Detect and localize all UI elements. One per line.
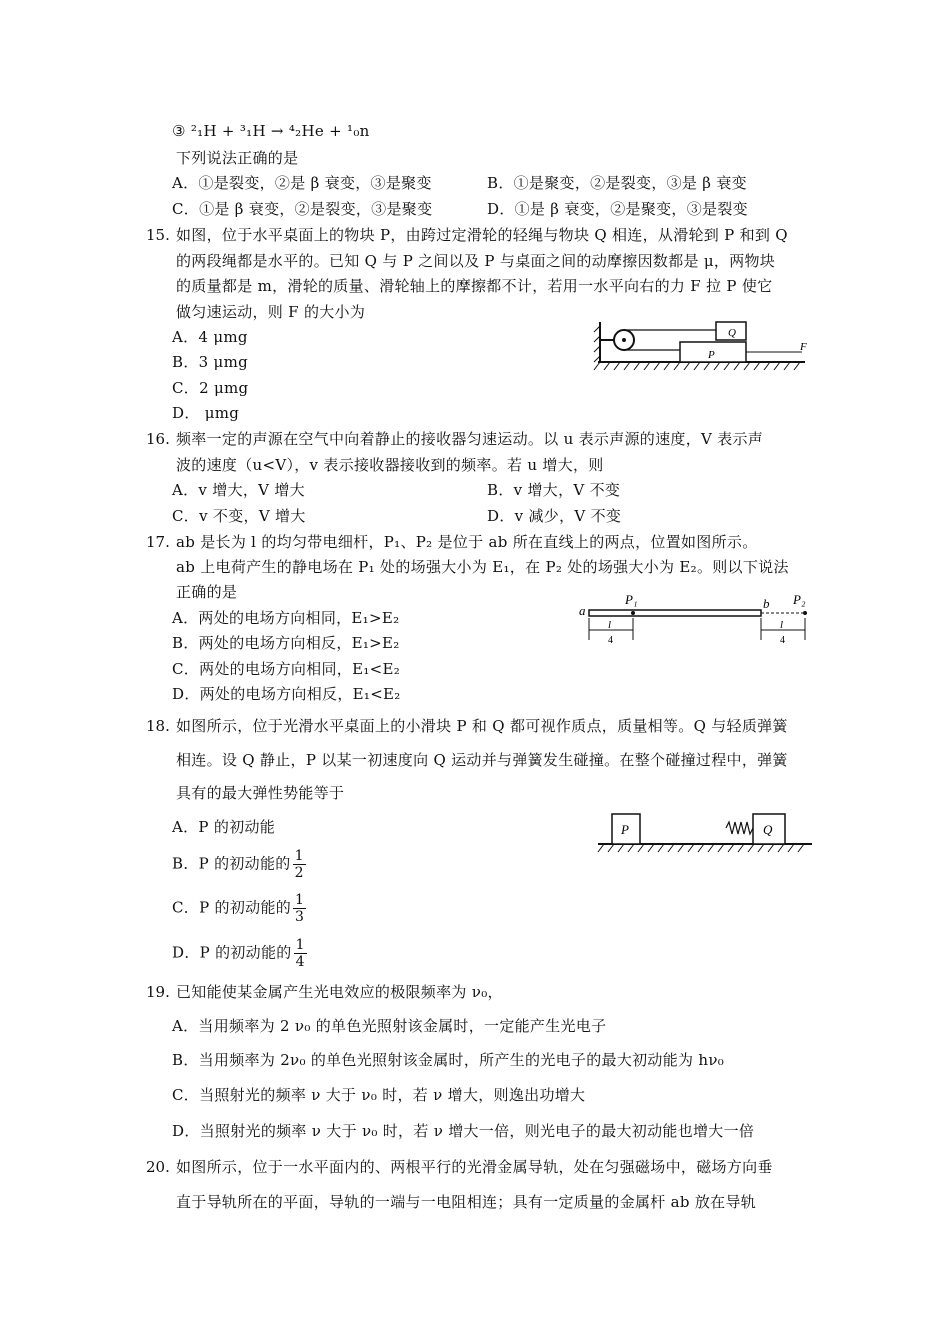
q18-spring-figure (596, 808, 814, 858)
q19-option-c: C．当照射光的频率 ν 大于 ν₀ 时，若 ν 增大，则逸出功增大 (172, 1086, 586, 1104)
q15-pulley-figure (590, 318, 815, 376)
q16-option-c: C．v 不变，V 增大 (172, 507, 306, 525)
q15-option-b: B．3 μmg (172, 353, 249, 371)
q18-line-2: 相连。设 Q 静止，P 以某一初速度向 Q 运动并与弹簧发生碰撞。在整个碰撞过程中，弹簧 (176, 751, 788, 769)
q17-dim-l-right: l (780, 619, 784, 631)
q18-fraction-b: $\frac{1}{2}$ (294, 848, 304, 881)
q19-option-a: A．当用频率为 2 ν₀ 的单色光照射该金属时，一定能产生光电子 (172, 1017, 607, 1035)
q17-dim-l-left: l (608, 619, 612, 631)
q17-option-a: A．两处的电场方向相同，E₁>E₂ (172, 609, 400, 627)
q15-label-f: F (800, 341, 807, 353)
q19-option-d: D．当照射光的频率 ν 大于 ν₀ 时，若 ν 增大一倍，则光电子的最大初动能也增大一倍 (172, 1122, 755, 1140)
q17-line-3: 正确的是 (176, 583, 238, 601)
q18-label-p: P (621, 822, 629, 837)
q17-label-a: a (579, 603, 586, 618)
q15-line-2: 的两段绳都是水平的。已知 Q 与 P 之间以及 P 与桌面之间的动摩擦因数都是 μ，两物块 (176, 252, 776, 270)
q14-reaction-3: ③ ²₁H + ³₁H → ⁴₂He + ¹₀n (172, 122, 370, 140)
q15-line-4: 做匀速运动，则 F 的大小为 (176, 303, 366, 321)
q17-rod-figure (575, 590, 815, 650)
q17-dim-4-left: 4 (608, 635, 613, 646)
q16-number: 16. (146, 430, 170, 448)
q14-option-a: A．①是裂变，②是 β 衰变，③是聚变 (172, 174, 432, 192)
q18-line-1: 如图所示，位于光滑水平桌面上的小滑块 P 和 Q 都可视作质点，质量相等。Q 与轻质弹簧 (176, 717, 788, 735)
q18-option-a: A．P 的初动能 (172, 818, 276, 836)
q14-option-b: B．①是聚变，②是裂变，③是 β 衰变 (487, 174, 747, 192)
q15-option-a: A．4 μmg (172, 328, 248, 346)
q17-line-1: ab 是长为 l 的均匀带电细杆，P₁、P₂ 是位于 ab 所在直线上的两点，位置如图所示。 (176, 533, 758, 551)
q18-label-q: Q (763, 822, 773, 837)
q14-option-d: D．①是 β 衰变，②是聚变，③是裂变 (487, 200, 748, 218)
q18-option-c: C．P 的初动能的 $\frac{1}{3}$ (172, 892, 305, 925)
q16-option-b: B．v 增大，V 不变 (487, 481, 621, 499)
q15-line-1: 如图，位于水平桌面上的物块 P，由跨过定滑轮的轻绳与物块 Q 相连，从滑轮到 P 和到 Q (176, 226, 788, 244)
q17-option-b: B．两处的电场方向相反，E₁>E₂ (172, 634, 400, 652)
q18-line-3: 具有的最大弹性势能等于 (176, 784, 345, 802)
q15-option-c: C．2 μmg (172, 379, 249, 397)
q19-option-b: B．当用频率为 2ν₀ 的单色光照射该金属时，所产生的光电子的最大初动能为 hν₀ (172, 1051, 725, 1069)
q17-line-2: ab 上电荷产生的静电场在 P₁ 处的场强大小为 E₁，在 P₂ 处的场强大小为 E₂。则以下说法 (176, 558, 789, 576)
q15-option-d: D． μmg (172, 404, 240, 422)
q17-dim-4-right: 4 (780, 635, 785, 646)
q20-line-2: 直于导轨所在的平面，导轨的一端与一电阻相连；具有一定质量的金属杆 ab 放在导轨 (176, 1193, 757, 1211)
q14-prompt: 下列说法正确的是 (176, 149, 299, 167)
q18-option-d: D．P 的初动能的 $\frac{1}{4}$ (172, 937, 305, 970)
q15-label-p: P (708, 349, 715, 361)
q14-option-c: C．①是 β 衰变，②是裂变，③是聚变 (172, 200, 433, 218)
q16-option-d: D．v 减少，V 不变 (487, 507, 622, 525)
q19-number: 19. (146, 983, 170, 1001)
q18-number: 18. (146, 717, 170, 735)
q20-line-1: 如图所示，位于一水平面内的、两根平行的光滑金属导轨，处在匀强磁场中，磁场方向垂 (176, 1158, 773, 1176)
q18-fraction-d: $\frac{1}{4}$ (295, 937, 305, 970)
q15-line-3: 的质量都是 m，滑轮的质量、滑轮轴上的摩擦都不计，若用一水平向右的力 F 拉 P 使它 (176, 277, 773, 295)
q17-number: 17. (146, 533, 170, 551)
q17-option-c: C．两处的电场方向相同，E₁<E₂ (172, 660, 401, 678)
q19-stem: 已知能使某金属产生光电效应的极限频率为 ν₀， (176, 983, 503, 1001)
q20-number: 20. (146, 1158, 170, 1176)
q16-option-a: A．v 增大，V 增大 (172, 481, 305, 499)
q16-line-1: 频率一定的声源在空气中向着静止的接收器匀速运动。以 u 表示声源的速度，V 表示声 (176, 430, 764, 448)
q17-label-p1: P₁ (625, 592, 638, 607)
q15-label-q: Q (728, 327, 736, 339)
q17-label-p2: P₂ (793, 592, 806, 607)
q17-option-d: D．两处的电场方向相反，E₁<E₂ (172, 685, 401, 703)
q16-line-2: 波的速度（u<V），v 表示接收器接收到的频率。若 u 增大，则 (176, 456, 604, 474)
q18-fraction-c: $\frac{1}{3}$ (295, 892, 305, 925)
q18-option-b: B．P 的初动能的 $\frac{1}{2}$ (172, 848, 304, 881)
q15-number: 15. (146, 226, 170, 244)
q17-label-b: b (763, 596, 770, 611)
